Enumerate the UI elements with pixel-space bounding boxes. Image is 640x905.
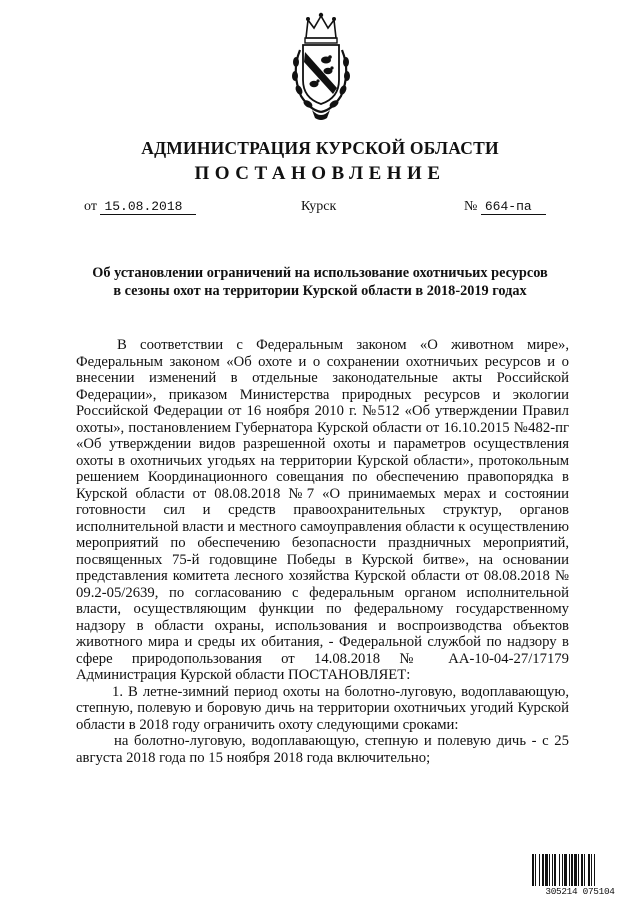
barcode-bar — [571, 854, 573, 886]
barcode-bar — [584, 854, 585, 886]
document-date-line — [84, 199, 196, 215]
coat-of-arms-icon — [286, 10, 356, 122]
barcode-bar — [549, 854, 550, 886]
barcode-bar — [535, 854, 536, 886]
barcode-bar — [562, 854, 563, 886]
intro-paragraph: В соответствии с Федеральным законом «О животном мире», Федеральным законом «Об охоте и о сохранении охотничьих ресурсов и о внесении изменений в отдельные законодательные акты Российской Федерации», приказом Министерства природных ресурсов и экологии Российской Федерации от 16 ноября 2010 г. №512 «Об утверждении Правил охоты», постановлением Губернатора Курской области от 16.10.2015 №482-пг «Об утверждении видов разрешенной охоты и параметров осуществления охоты в охотничьих угодьях на территории Курской области», протокольным решением Координационного совещания по обеспечению правопорядка в Курской области от 08.08.2018 №7 «О принимаемых мерах и состоянии готовности сил и средств правоохранительных структур, органов исполнительной власти и местного самоуправления области к осуществлению мероприятий по обеспечению безопасности праздничных мероприятий, посвященных 75-й годовщине Победы в Курской битве», на основании представления комитета лесного хозяйства Курской области от 08.08.2018 № 09.2-05/2639, по согласованию с федеральным органом исполнительной власти, осуществляющим функции по федеральному государственному надзору в области охраны, использования и воспроизводства объектов животного мира и среды их обитания, - Федеральной службой по надзору в сфере природопользования от 14.08.2018 № АА-10-04-27/17179 Администрация Курской области ПОСТАНОВЛЯЕТ: — [76, 337, 569, 683]
barcode-bar — [578, 854, 579, 886]
barcode-icon — [531, 854, 629, 886]
barcode-bar — [539, 854, 540, 886]
barcode-bar — [554, 854, 556, 886]
item-1-paragraph: 1. В летне-зимний период охоты на болотно-луговую, водоплавающую, степную, полевую и боровую дичь на территории охотничьих угодий Курской области в 2018 году ограничить охоту следующими сроками: — [76, 683, 569, 733]
document-number: 664-па — [481, 199, 546, 215]
barcode-bar — [532, 854, 534, 886]
document-city: Курск — [301, 199, 337, 214]
document-date: 15.08.2018 — [100, 199, 196, 215]
item-1-dates-paragraph: на болотно-луговую, водоплавающую, степную и полевую дичь - с 25 августа 2018 года по 15 ноября 2018 года включительно; — [76, 733, 569, 766]
title-line-2: в сезоны охот на территории Курской области в 2018-2019 годах — [113, 283, 527, 299]
barcode-bar — [564, 854, 567, 886]
barcode-bar — [559, 854, 560, 886]
title-line-1: Об установлении ограничений на использование охотничьих ресурсов — [92, 265, 548, 281]
barcode-bar — [574, 854, 577, 886]
document-title — [64, 264, 576, 300]
organization-name: АДМИНИСТРАЦИЯ КУРСКОЙ ОБЛАСТИ — [141, 138, 499, 158]
barcode-bar — [569, 854, 570, 886]
barcode — [531, 854, 629, 896]
number-prefix: № — [464, 199, 478, 214]
barcode-number: 305214 075104 — [545, 886, 615, 897]
barcode-bar — [591, 854, 592, 886]
document-body — [76, 337, 569, 766]
barcode-bar — [545, 854, 548, 886]
barcode-bar — [542, 854, 544, 886]
document-number-line — [464, 199, 546, 215]
barcode-bar — [581, 854, 583, 886]
date-prefix: от — [84, 199, 97, 214]
barcode-bar — [552, 854, 553, 886]
barcode-bar — [594, 854, 595, 886]
barcode-bar — [588, 854, 590, 886]
document-type: ПОСТАНОВЛЕНИЕ — [194, 163, 446, 184]
